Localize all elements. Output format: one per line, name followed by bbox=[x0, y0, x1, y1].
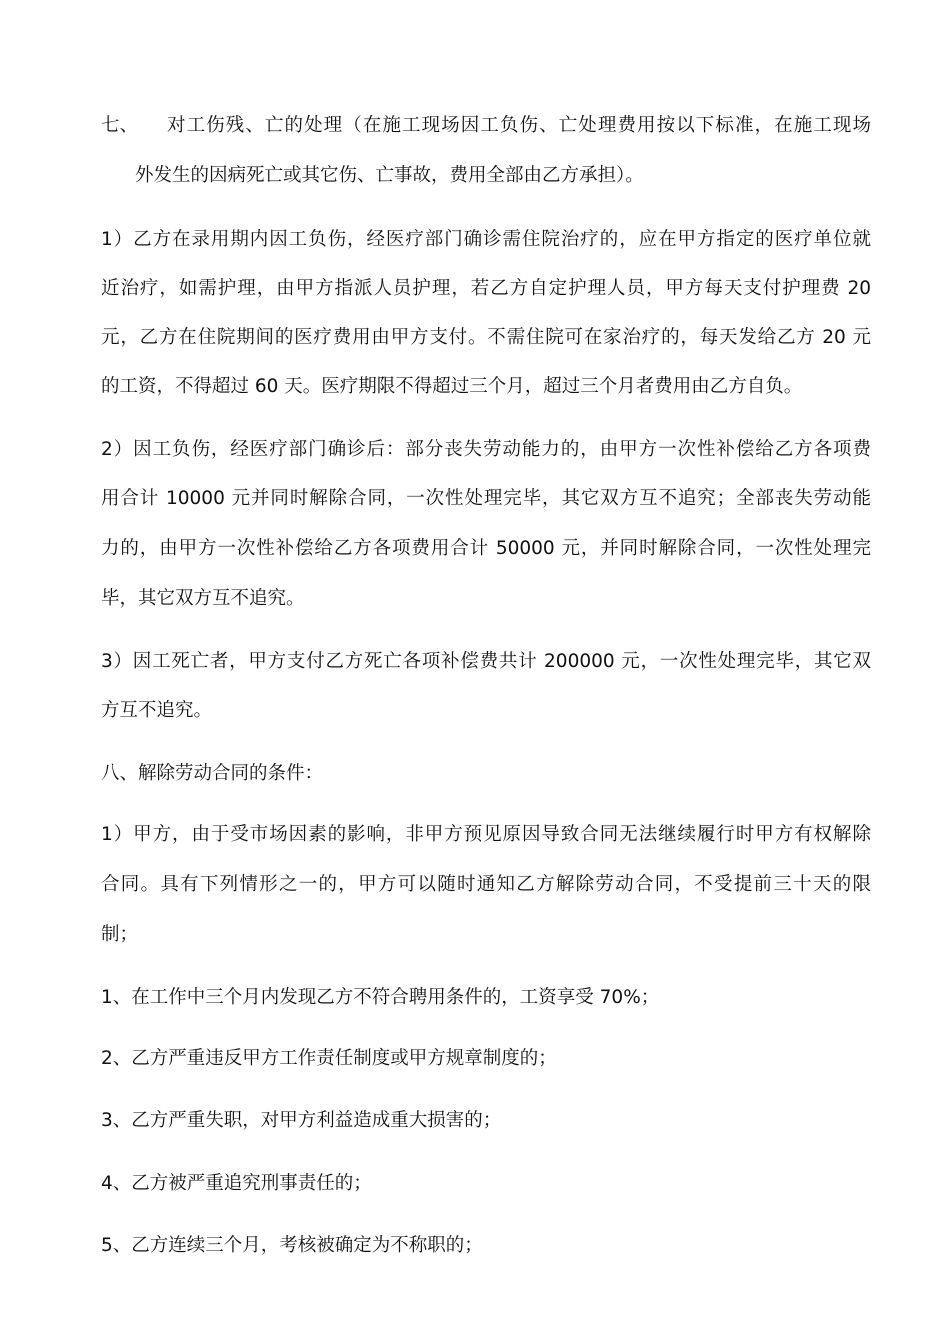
s7-item2-line-4: 毕，其它双方互不追究。 bbox=[101, 588, 305, 609]
s7-item3-line-1: 3）因工死亡者，甲方支付乙方死亡各项补偿费共计 200000 元，一次性处理完毕，其它双 bbox=[101, 651, 872, 672]
section-7-title-line-1: 对工伤残、亡的处理（在施工现场因工负伤、亡处理费用按以下标准，在施工现场 bbox=[167, 115, 871, 136]
s8-list-item-1: 1、在工作中三个月内发现乙方不符合聘用条件的，工资享受 70%； bbox=[101, 987, 660, 1008]
section-8-title: 八、解除劳动合同的条件： bbox=[101, 763, 324, 784]
s8-list-item-4: 4、乙方被严重追究刑事责任的； bbox=[101, 1173, 372, 1194]
s7-item2-line-1: 2）因工负伤，经医疗部门确诊后：部分丧失劳动能力的，由甲方一次性补偿给乙方各项费 bbox=[101, 439, 871, 460]
s8-list-item-3: 3、乙方严重失职，对甲方利益造成重大损害的； bbox=[101, 1110, 502, 1131]
s8-list-item-2: 2、乙方严重违反甲方工作责任制度或甲方规章制度的； bbox=[101, 1048, 557, 1069]
s8-item1-line-3: 制； bbox=[101, 924, 139, 945]
s7-item3-line-2: 方互不追究。 bbox=[101, 700, 213, 721]
s7-item1-line-2: 近治疗，如需护理，由甲方指派人员护理，若乙方自定护理人员，甲方每天支付护理费 20 bbox=[101, 278, 871, 299]
s8-list-item-5: 5、乙方连续三个月，考核被确定为不称职的； bbox=[101, 1235, 483, 1256]
s8-item1-line-1: 1）甲方，由于受市场因素的影响，非甲方预见原因导致合同无法继续履行时甲方有权解除 bbox=[101, 824, 871, 845]
s8-item1-line-2: 合同。具有下列情形之一的，甲方可以随时通知乙方解除劳动合同，不受提前三十天的限 bbox=[101, 874, 871, 895]
s7-item2-line-3: 力的，由甲方一次性补偿给乙方各项费用合计 50000 元，并同时解除合同，一次性处理完 bbox=[101, 538, 871, 559]
s7-item1-line-1: 1）乙方在录用期内因工负伤，经医疗部门确诊需住院治疗的，应在甲方指定的医疗单位就 bbox=[101, 229, 871, 250]
s7-item1-line-4: 的工资，不得超过 60 天。医疗期限不得超过三个月，超过三个月者费用由乙方自负。 bbox=[101, 376, 803, 397]
s7-item1-line-3: 元，乙方在住院期间的医疗费用由甲方支付。不需住院可在家治疗的，每天发给乙方 20 元 bbox=[101, 327, 871, 348]
section-7-number: 七、 bbox=[101, 115, 139, 136]
section-7-title-line-2: 外发生的因病死亡或其它伤、亡事故，费用全部由乙方承担）。 bbox=[135, 165, 644, 186]
s7-item2-line-2: 用合计 10000 元并同时解除合同，一次性处理完毕，其它双方互不追究；全部丧失劳动能 bbox=[101, 488, 871, 509]
